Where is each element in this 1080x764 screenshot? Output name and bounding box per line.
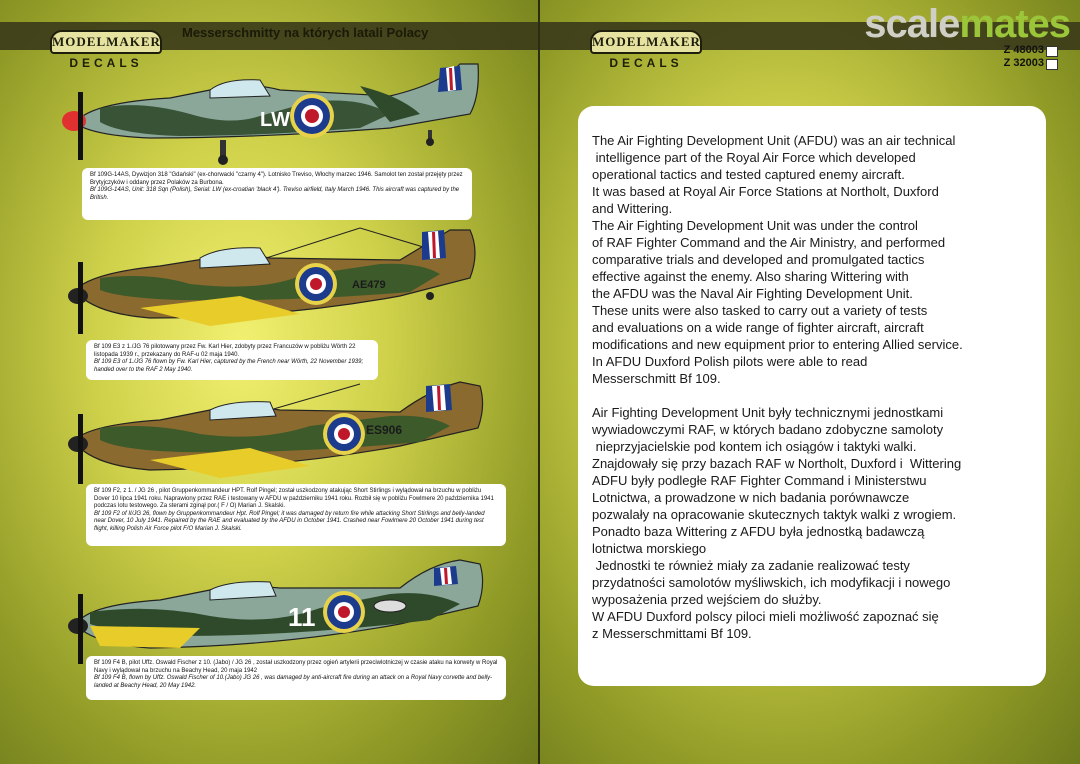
text-line: In AFDU Duxford Polish pilots were able to read [592,354,868,369]
paragraph-gap [592,387,1032,404]
raf-roundel [295,263,337,305]
text-line: pozwalały na opracowanie skutecznych taktyk walki z wrogiem. [592,507,957,522]
text-line: Znajdowały się przy bazach RAF w Northolt, Duxford i Wittering [592,456,962,471]
text-line: Lotnictwa, a prowadzone w nich badania porównawcze [592,490,910,505]
aircraft-profile-3 [60,376,490,488]
caption-pl: Bf 109 F4 B, pilot Uffz. Oswald Fischer z 10. (Jabo) / JG 26 , został uszkodzony przez ogień artylerii przeciwlotniczej w czasie ataku na korwety w Royal Navy i wylądował na brzuchu na Beachy Head, 20 maja 1942 [94,660,498,674]
text-line: These units were also tasked to carry out a variety of tests [592,303,928,318]
text-line: intelligence part of the Royal Air Force which developed [592,150,916,165]
caption-pl: Bf 109G-14AS, Dywizjon 318 "Gdański" (ex-chorwacki "czarny 4"). Lotnisko Treviso, Włochy marzec 1946. Samolot ten został przejęty przez Brytyjczyków i oddany przez Polaków za Burbona. [90,172,463,186]
text-line: nieprzyjacielskie pod kontem ich osiągów i taktyki walki. [592,439,917,454]
description-panel [578,106,1046,686]
text-line: and Wittering. [592,201,673,216]
text-line: z Messerschmittami Bf 109. [592,626,752,641]
product-codes [1004,44,1058,70]
scalemates-watermark [864,2,1070,47]
brand-subtitle: DECALS [69,56,143,70]
brand-name: MODELMAKER [590,30,702,54]
text-line: operational tactics and tested captured enemy aircraft. [592,167,905,182]
caption-4 [86,656,506,700]
caption-en: Bf 109G-14AS, Unit: 318 Sqn (Polish), Serial: LW (ex-croatian 'black 4'). Treviso airfield, Italy March 1946. This aircraft was captured by the British. [90,187,460,201]
sheet-title: Messerschmitty na których latali Polacy [182,25,429,40]
propeller [78,92,83,160]
caption-en: Bf 109 F4 B, flown by Uffz. Oswald Fischer of 10.(Jabo) JG 26 , was damaged by anti-aircraft fire during an attack on a Royal Navy corvette and belly-landed at Beachy Head, 20 May 1942. [94,675,493,689]
caption-2 [86,340,378,380]
raf-roundel [290,94,334,138]
aircraft-number: 11 [288,602,316,632]
text-line: przydatności samolotów myśliwskich, ich modyfikacji i nowego [592,575,951,590]
text-line: modifications and new equipment prior to entering Allied service. [592,337,963,352]
text-line: W AFDU Duxford polscy piloci mieli możliwość zapoznać się [592,609,939,624]
text-line: comparative trials and developed and promulgated tactics [592,252,925,267]
aircraft-profile-1 [60,56,490,166]
propeller [78,262,83,334]
text-line: ADFU były podległe RAF Fighter Command i Ministerstwu [592,473,927,488]
text-line: lotnictwa morskiego [592,541,707,556]
aircraft-profile-4 [60,554,490,666]
text-line: effective against the enemy. Also sharing Wittering with [592,269,909,284]
description-english [592,132,1032,387]
modelmaker-logo [590,30,702,72]
text-line: wyposażenia przed wejściem do służby. [592,592,822,607]
text-line: The Air Fighting Development Unit (AFDU) was an air technical [592,133,956,148]
text-line: Messerschmitt Bf 109. [592,371,721,386]
raf-roundel [323,413,365,455]
aircraft-serial: AE479 [352,279,386,291]
description-polish [592,404,1032,642]
text-line: and evaluations on a wide range of fighter aircraft, aircraft [592,320,924,335]
text-line: the AFDU was the Naval Air Fighting Development Unit. [592,286,913,301]
text-line: Air Fighting Development Unit były technicznymi jednostkami [592,405,944,420]
propeller [78,594,83,664]
text-line: It was based at Royal Air Force Stations at Northolt, Duxford [592,184,939,199]
propeller [78,414,83,484]
left-page [0,0,538,764]
caption-pl: Bf 109 F2, z 1. / JG 26 , pilot Gruppenkommandeur HPT. Rolf Pingel; został uszkodzony atakując Short Stirlings i wylądował na brzuchu w pobliżu Dover 10 lipca 1941 roku. Naprawiony przez RAE i testowany w AFDU w październiku 1941 roku. Rozbił się w pobliżu Fowlmere 20 października 1941 podczas lotu testowego. Za sterami zginął por.( F / O) Marian J. Skalski. [94,488,494,509]
raf-roundel [323,591,365,633]
caption-pl: Bf 109 E3 z 1./JG 76 pilotowany przez Fw. Karl Hier, zdobyty przez Francuzów w pobliżu Wörth 22 listopada 1939 r., przekazany do RAF-u 02 maja 1940. [94,344,356,358]
product-code: Z 48003 [1004,44,1058,57]
caption-en: Bf 109 E3 of 1./JG 76 flown by Fw. Karl Hier, captured by the French near Wörth, 22 November 1939; handed over to the RAF 2 May 1940. [94,359,364,373]
aircraft-serial: ES906 [366,423,403,437]
brand-subtitle: DECALS [609,56,683,70]
caption-en: Bf 109 F2 of II/JG 26, flown by Gruppenkommandeur Hpt. Rolf Pingel; it was damaged by return fire while attacking Short Stirlings and belly-landed near Dover, 10 July 1941. Repaired by the RAE and evaluated by the AFDU in October 1941. Crashed near Fowlmere 20 October 1941 during test flight, killing Polish Air Force pilot F/O Marian J. Skalski. [94,510,485,532]
brand-name: MODELMAKER [50,30,162,54]
watermark-part-2: mates [959,2,1070,46]
aircraft-profile-2 [60,222,490,340]
caption-1 [82,168,472,220]
text-line: wywiadowczymi RAF, w których badano zdobyczne samoloty [592,422,944,437]
text-line: of RAF Fighter Command and the Air Ministry, and performed [592,235,946,250]
text-line: Ponadto baza Wittering z AFDU była jednostką badawczą [592,524,925,539]
aircraft-code: LW [260,109,290,131]
watermark-part-1: scale [864,2,960,46]
caption-3 [86,484,506,546]
text-line: The Air Fighting Development Unit was under the control [592,218,918,233]
text-line: Jednostki te również miały za zadanie realizować testy [592,558,910,573]
product-code: Z 32003 [1004,57,1058,70]
